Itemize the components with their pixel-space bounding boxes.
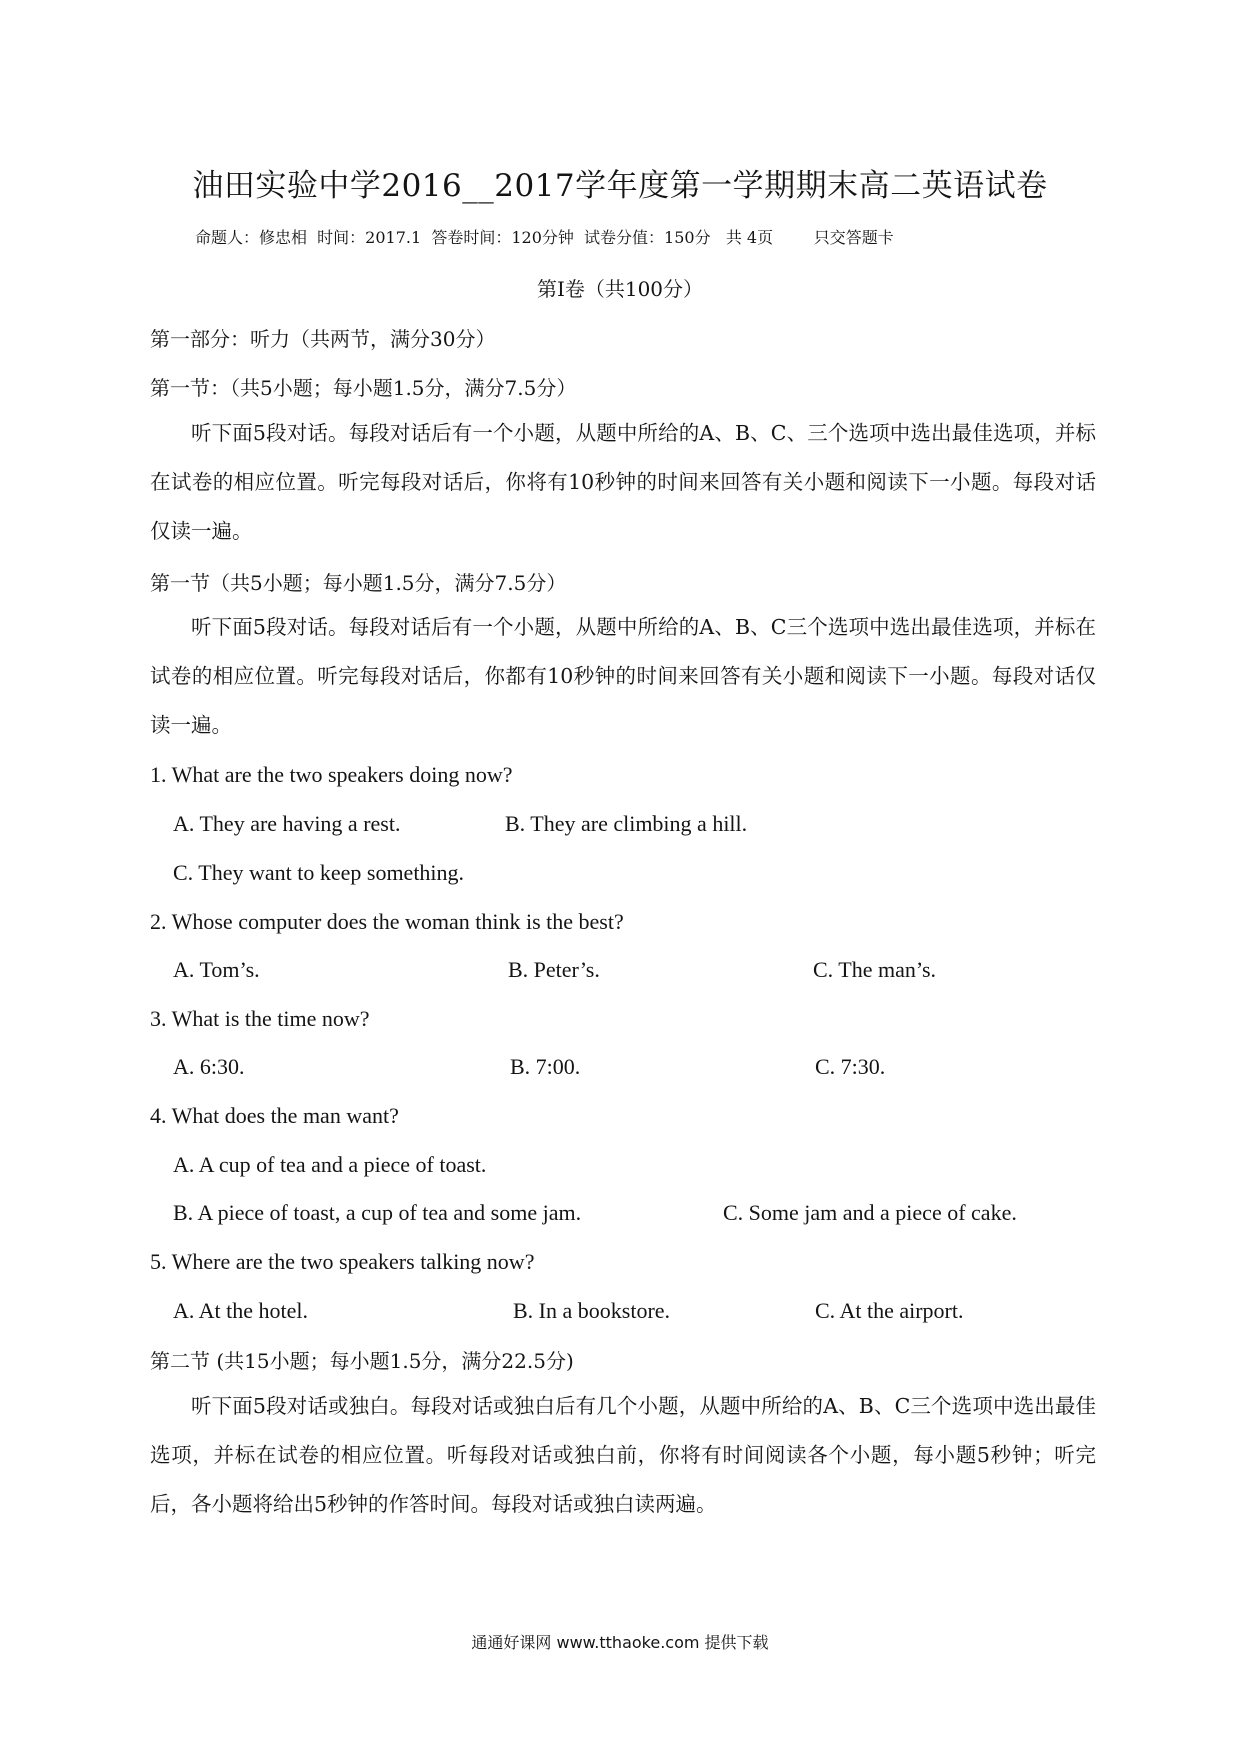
option-c: C. They want to keep something.: [173, 860, 465, 885]
question-stem: 5. Where are the two speakers talking now?: [150, 1249, 535, 1274]
option-b: B. In a bookstore.: [513, 1298, 671, 1323]
option-a: A. Tom’s.: [173, 957, 260, 982]
option-b: B. They are climbing a hill.: [505, 811, 748, 836]
section-a-heading: 第一节：（共5小题；每小题1.5分，满分7.5分）: [150, 376, 577, 400]
question-stem: 1. What are the two speakers doing now?: [150, 762, 513, 787]
question-stem: 4. What does the man want?: [150, 1103, 399, 1128]
option-a: A. They are having a rest.: [173, 811, 401, 836]
section-b-instruction: 听下面5段对话。每段对话后有一个小题，从题中所给的A、B、C三个选项中选出最佳选项，并标在试卷的相应位置。听完每段对话后，你都有10秒钟的时间来回答有关小题和阅读下一小题。每段对话仅读一遍。: [150, 615, 1096, 737]
volume-title: 第Ⅰ卷（共100分）: [536, 277, 704, 301]
option-a: A. At the hotel.: [173, 1298, 309, 1323]
option-a: A. 6:30.: [173, 1054, 245, 1079]
option-a: A. A cup of tea and a piece of toast.: [173, 1152, 487, 1177]
section-b-heading: 第一节（共5小题；每小题1.5分，满分7.5分）: [150, 571, 567, 595]
question-stem: 2. Whose computer does the woman think is the best?: [150, 909, 624, 934]
option-b: B. A piece of toast, a cup of tea and some jam.: [173, 1200, 582, 1225]
exam-meta-info: 命题人：修忠相 时间：2017.1 答卷时间：120分钟 试卷分值：150分 共 4页 只交答题卡: [195, 228, 894, 247]
option-c: C. The man’s.: [813, 957, 937, 982]
option-c: C. At the airport.: [815, 1298, 964, 1323]
section-two-heading: 第二节 (共15小题；每小题1.5分，满分22.5分): [150, 1349, 574, 1373]
section-a-instruction: 听下面5段对话。每段对话后有一个小题，从题中所给的A、B、C、三个选项中选出最佳选项，并标在试卷的相应位置。听完每段对话后，你将有10秒钟的时间来回答有关小题和阅读下一小题。每段对话仅读一遍。: [150, 421, 1096, 543]
footer-source: 通通好课网 www.tthaoke.com 提供下载: [471, 1633, 769, 1652]
option-c: C. 7:30.: [815, 1054, 886, 1079]
option-c: C. Some jam and a piece of cake.: [723, 1200, 1017, 1225]
part-one-heading: 第一部分：听力（共两节，满分30分）: [150, 327, 496, 351]
exam-title: 油田实验中学2016__2017学年度第一学期期末高二英语试卷: [192, 168, 1048, 204]
section-two-instruction: 听下面5段对话或独白。每段对话或独白后有几个小题，从题中所给的A、B、C三个选项中选出最佳选项，并标在试卷的相应位置。听每段对话或独白前，你将有时间阅读各个小题，每小题5秒钟；听完后，各小题将给出5秒钟的作答时间。每段对话或独白读两遍。: [150, 1394, 1096, 1516]
question-stem: 3. What is the time now?: [150, 1006, 370, 1031]
option-b: B. 7:00.: [510, 1054, 581, 1079]
option-b: B. Peter’s.: [508, 957, 600, 982]
